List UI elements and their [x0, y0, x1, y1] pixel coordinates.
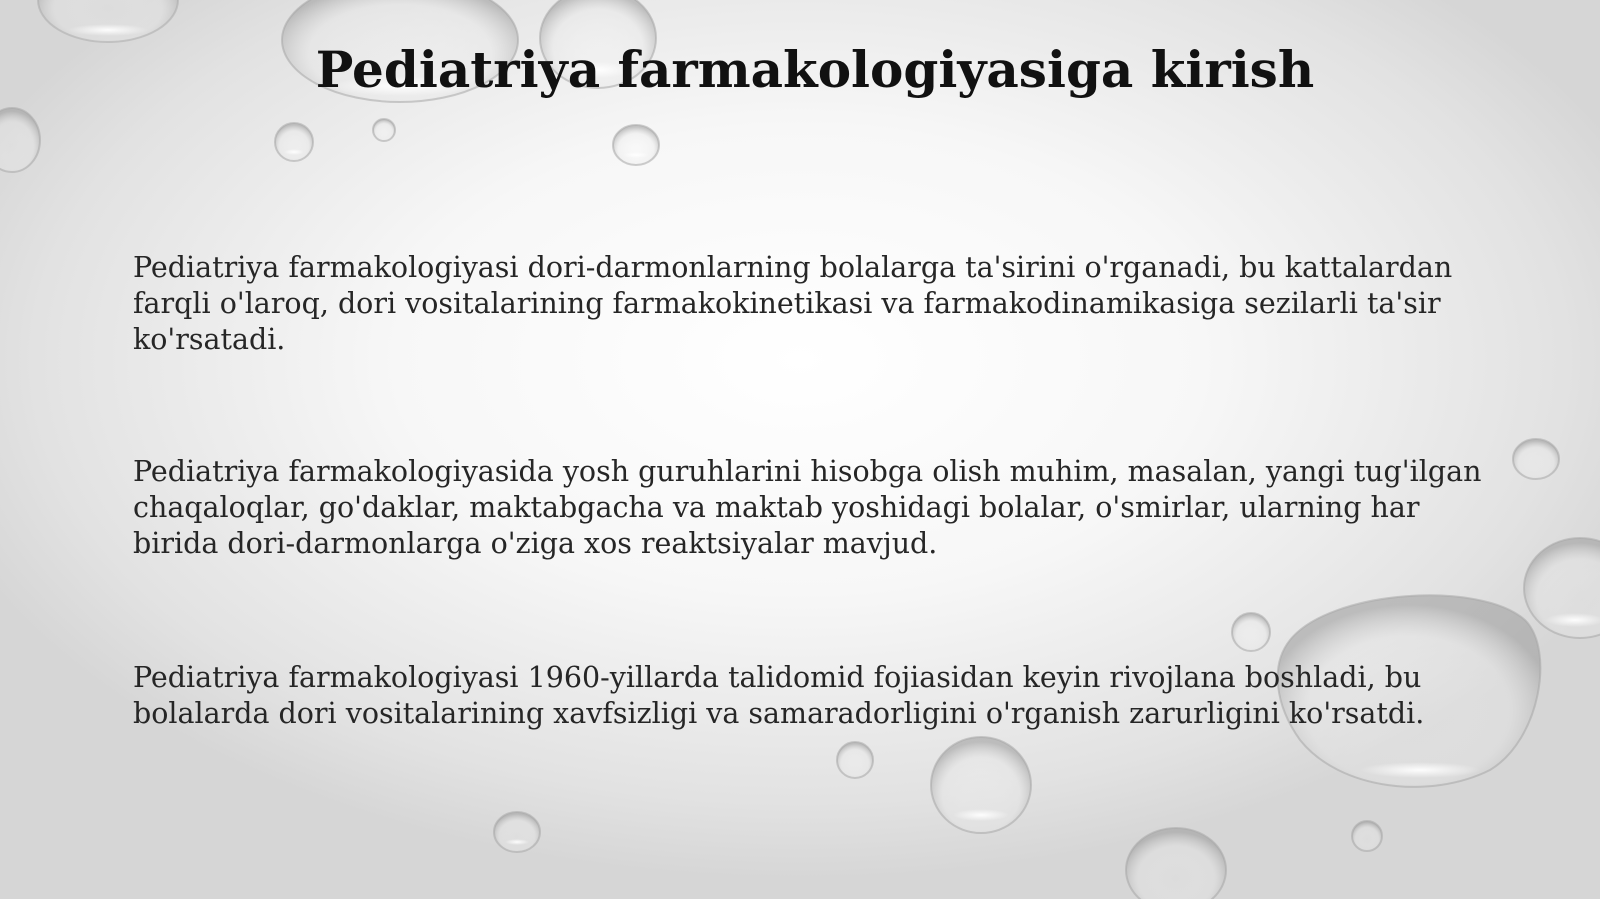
body-paragraph: Pediatriya farmakologiyasi 1960-yillarda talidomid fojiasidan keyin rivojlana boshladi, bu bolalarda dori vositalarining xavfsizligi va samaradorligini o'rganish zarurligini ko'rsatdi.	[133, 661, 1425, 730]
droplet	[373, 119, 395, 141]
droplet	[1352, 821, 1382, 851]
droplet	[613, 125, 659, 165]
droplet	[275, 123, 313, 161]
droplet	[38, 0, 178, 42]
droplet	[931, 737, 1031, 833]
droplet	[1126, 828, 1226, 899]
body-paragraph: Pediatriya farmakologiyasida yosh guruhlarini hisobga olish muhim, masalan, yangi tug'ilgan chaqaloqlar, go'daklar, maktabgacha va maktab yoshidagi bolalar, o'smirlar, ularning har birida dori-darmonlarga o'ziga xos reaktsiyalar mavjud.	[133, 455, 1482, 560]
droplet	[837, 742, 873, 778]
droplet	[1513, 439, 1559, 479]
droplet	[1524, 538, 1600, 638]
droplet	[494, 812, 540, 852]
body-paragraph: Pediatriya farmakologiyasi dori-darmonlarning bolalarga ta'sirini o'rganadi, bu kattalardan farqli o'laroq, dori vositalarining farmakokinetikasi va farmakodinamikasiga sezilarli ta'sir ko'rsatadi.	[133, 251, 1453, 356]
slide-title: Pediatriya farmakologiyasiga kirish	[315, 40, 1315, 99]
droplet	[1232, 613, 1270, 651]
droplet	[0, 108, 40, 172]
